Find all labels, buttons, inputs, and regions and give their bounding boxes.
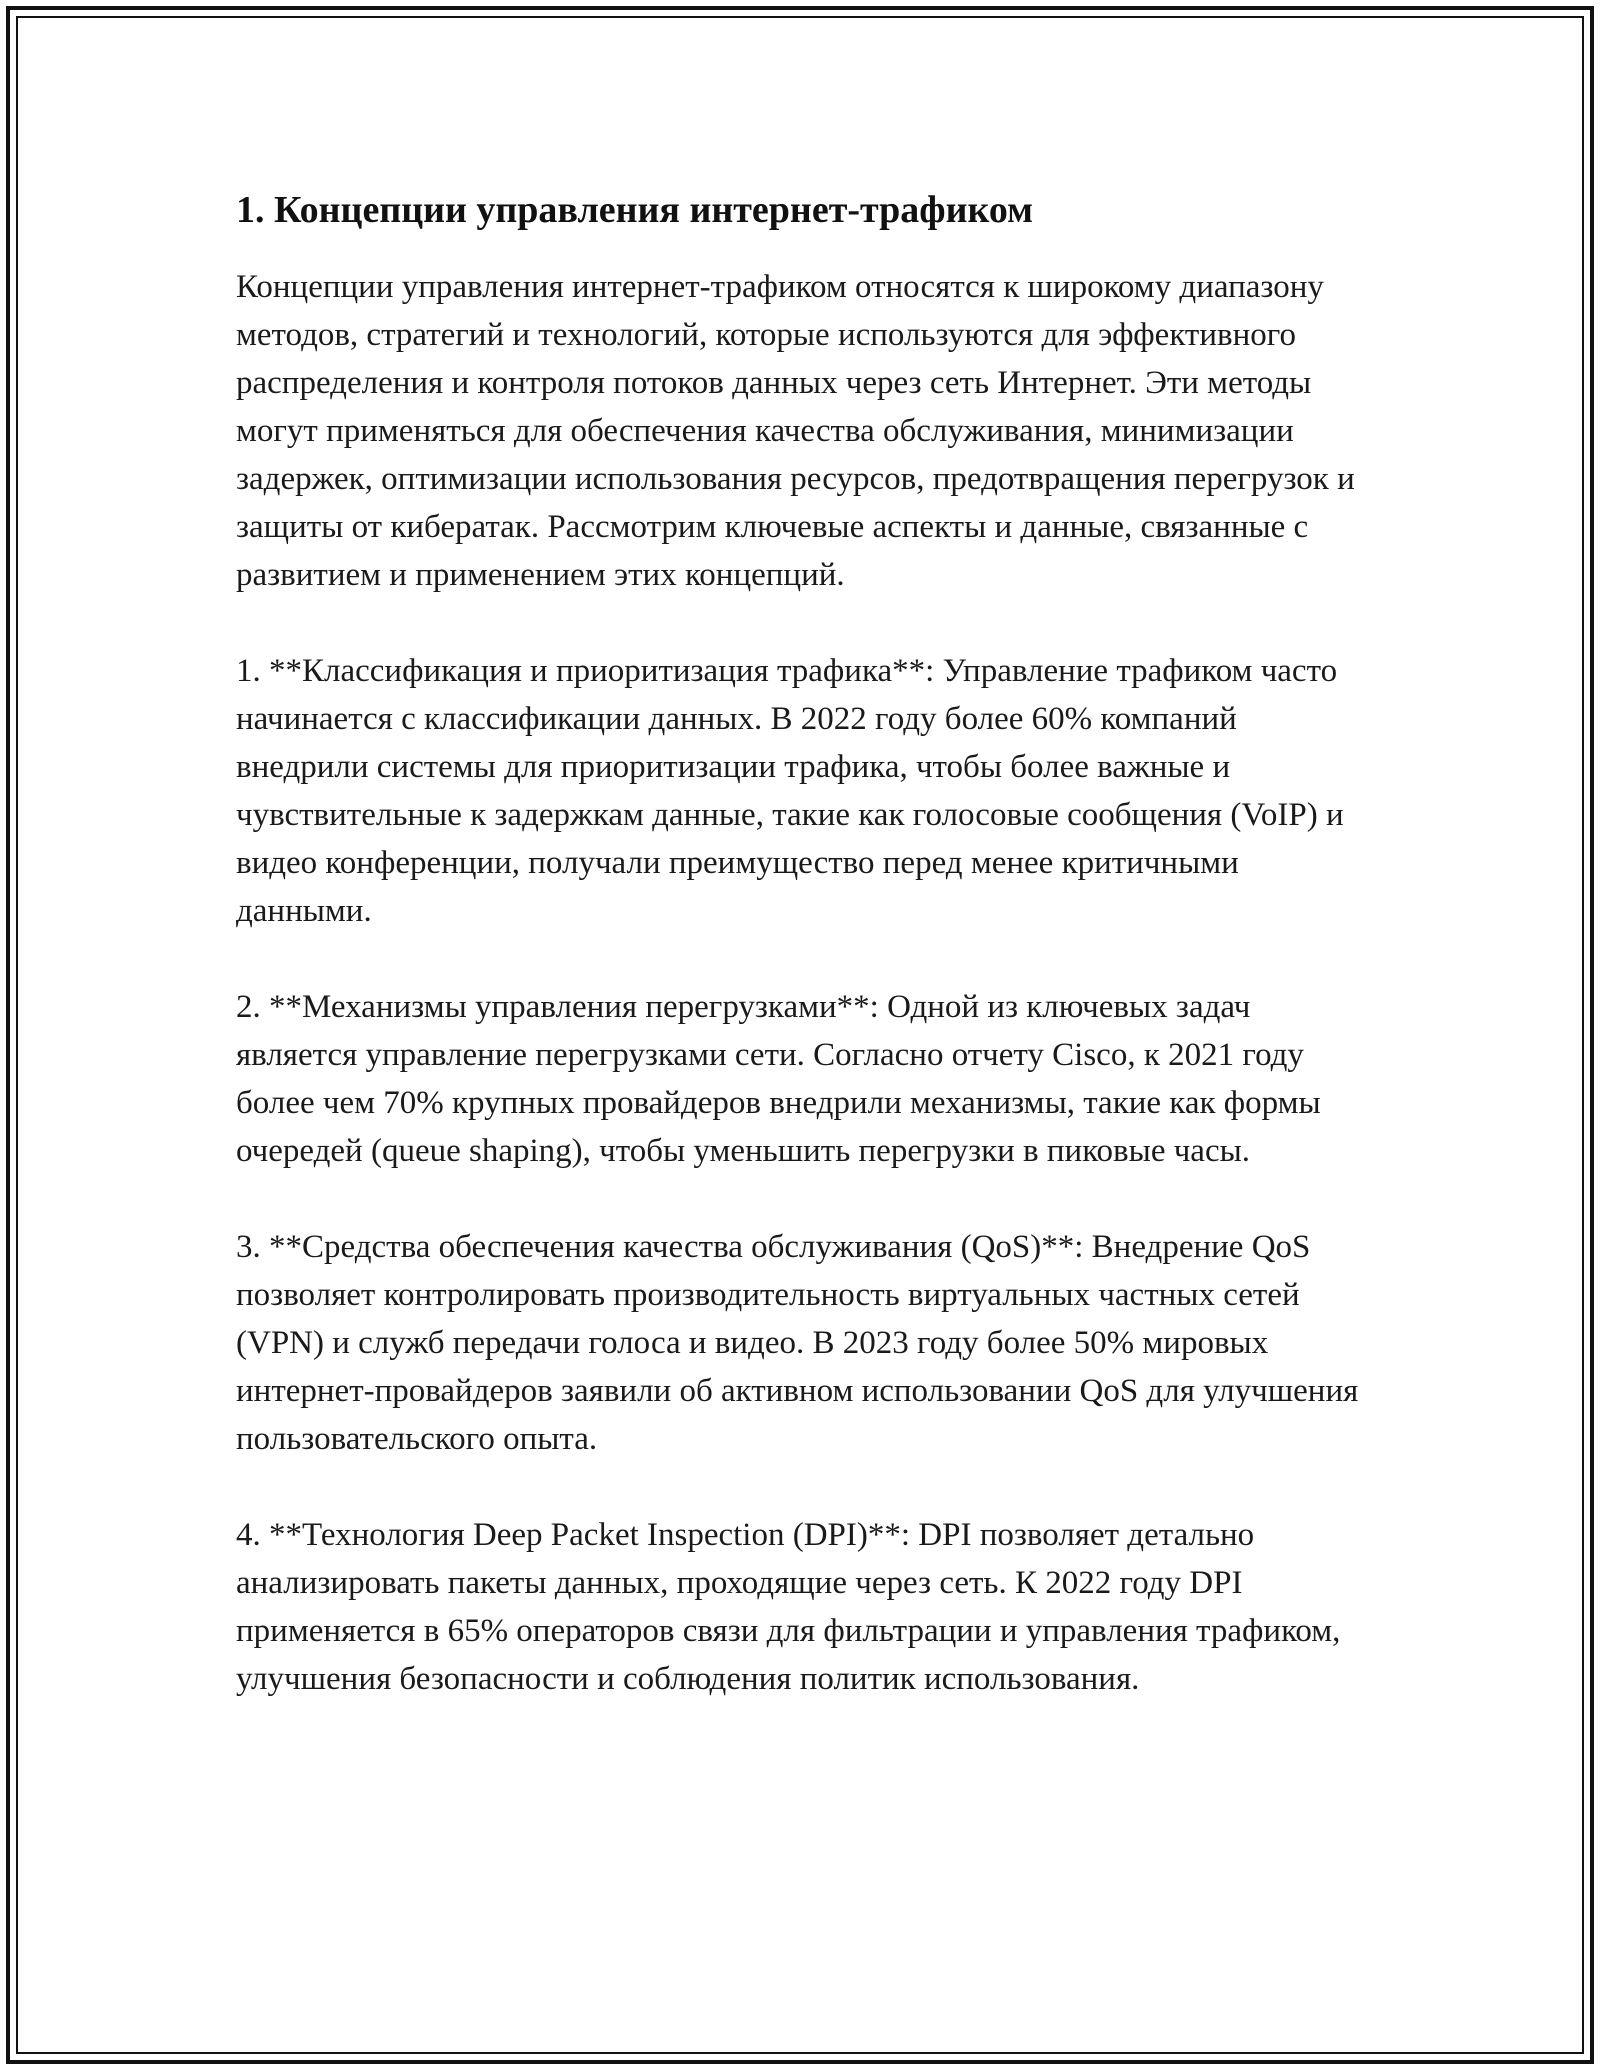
document-body [236, 186, 1376, 1703]
intro-paragraph: Концепции управления интернет-трафиком относятся к широкому диапазону методов, стратегий и технологий, которые используются для эффективного распределения и контроля потоков данных через сеть Интернет. Эти методы могут применяться для обеспечения качества обслуживания, минимизации задержек, оптимизации использования ресурсов, предотвращения перегрузок и защиты от кибератак. Рассмотрим ключевые аспекты и данные, связанные с развитием и применением этих концепций. [236, 269, 1355, 594]
section-heading: 1. Концепции управления интернет-трафиком [236, 189, 1034, 231]
list-item-dpi: 4. **Технология Deep Packet Inspection (DPI)**: DPI позволяет детально анализировать пакеты данных, проходящие через сеть. К 2022 году DPI применяется в 65% операторов связи для фильтрации и управления трафиком, улучшения безопасности и соблюдения политик использования. [236, 1517, 1341, 1698]
list-item-classification: 1. **Классификация и приоритизация трафика**: Управление трафиком часто начинается с классификации данных. В 2022 году более 60% компаний внедрили системы для приоритизации трафика, чтобы более важные и чувствительные к задержкам данные, такие как голосовые сообщения (VoIP) и видео конференции, получали преимущество перед менее критичными данными. [236, 653, 1344, 930]
list-item-qos: 3. **Средства обеспечения качества обслуживания (QoS)**: Внедрение QoS позволяет контролировать производительность виртуальных частных сетей (VPN) и служб передачи голоса и видео. В 2023 году более 50% мировых интернет-провайдеров заявили об активном использовании QoS для улучшения пользовательского опыта. [236, 1229, 1359, 1458]
list-item-congestion: 2. **Механизмы управления перегрузками**: Одной из ключевых задач является управление перегрузками сети. Согласно отчету Cisco, к 2021 году более чем 70% крупных провайдеров внедрили механизмы, такие как формы очередей (queue shaping), чтобы уменьшить перегрузки в пиковые часы. [236, 989, 1321, 1170]
